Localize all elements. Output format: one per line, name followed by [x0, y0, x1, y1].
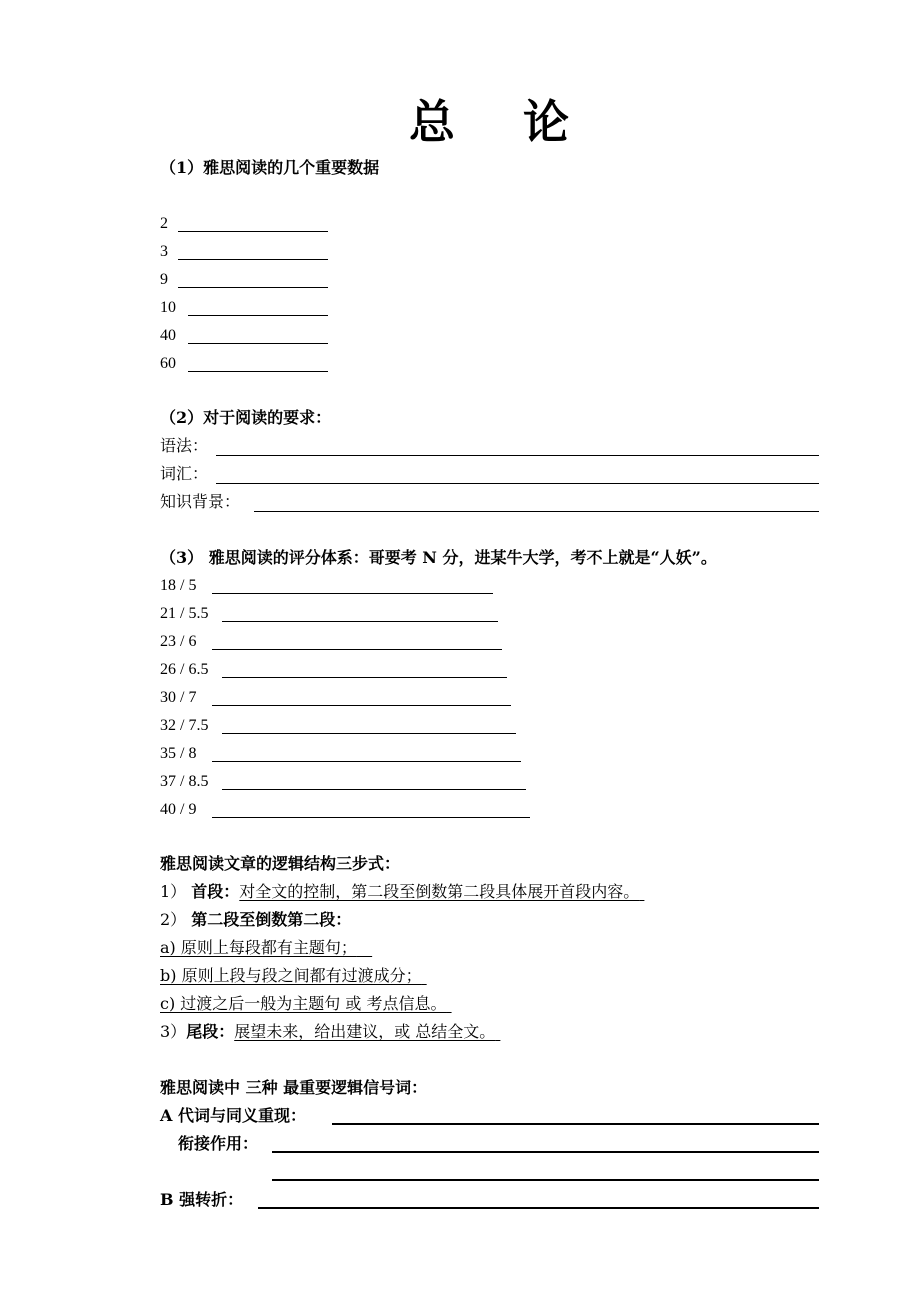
score-item: 18 / 5	[160, 577, 197, 594]
blank-line[interactable]	[222, 621, 498, 622]
logic-heading: 雅思阅读文章的逻辑结构三步式：	[160, 854, 401, 873]
section2-heading: （2）对于阅读的要求：	[160, 408, 332, 427]
blank-line[interactable]	[178, 259, 328, 260]
logic-item-num: 2）	[160, 910, 187, 929]
signal-heading: 雅思阅读中 三种 最重要逻辑信号词：	[160, 1078, 428, 1097]
score-item: 26 / 6.5	[160, 661, 209, 678]
logic-item-3	[160, 1022, 500, 1042]
score-item: 40 / 9	[160, 801, 197, 818]
blank-line[interactable]	[178, 287, 328, 288]
page-title-right: 论	[523, 95, 569, 149]
data-item: 3	[160, 243, 168, 260]
logic-item-text: 对全文的控制，第二段至倒数第二段具体展开首段内容。	[239, 882, 640, 901]
blank-line[interactable]	[272, 1179, 819, 1181]
score-item: 35 / 8	[160, 745, 197, 762]
blank-line[interactable]	[212, 817, 530, 818]
signal-a-sub: 衔接作用：	[178, 1134, 259, 1153]
logic-sub-c: c) 过渡之后一般为主题句 或 考点信息。	[160, 994, 447, 1013]
blank-line[interactable]	[212, 761, 521, 762]
logic-item-1	[160, 882, 644, 902]
blank-line[interactable]	[222, 789, 526, 790]
score-item: 30 / 7	[160, 689, 197, 706]
blank-line[interactable]	[212, 593, 493, 594]
page-title-left: 总	[409, 95, 455, 149]
data-item: 2	[160, 215, 168, 232]
blank-line[interactable]	[216, 483, 819, 484]
blank-line[interactable]	[212, 705, 511, 706]
blank-line[interactable]	[222, 677, 507, 678]
score-item: 21 / 5.5	[160, 605, 209, 622]
blank-line[interactable]	[254, 511, 819, 512]
logic-item-label: 首段：	[191, 882, 240, 901]
requirement-label: 知识背景：	[160, 492, 241, 511]
blank-line[interactable]	[258, 1207, 819, 1209]
section3-heading: （3） 雅思阅读的评分体系：哥要考 N 分，进某牛大学，考不上就是“人妖”。	[160, 548, 717, 567]
score-item: 23 / 6	[160, 633, 197, 650]
logic-sub-a: a) 原则上每段都有主题句；	[160, 938, 357, 957]
section1-heading: （1）雅思阅读的几个重要数据	[160, 158, 380, 177]
blank-line[interactable]	[188, 343, 328, 344]
logic-sub-b: b) 原则上段与段之间都有过渡成分；	[160, 966, 422, 985]
requirement-label: 词汇：	[160, 464, 209, 483]
data-item: 60	[160, 355, 176, 372]
logic-item-label: 第二段至倒数第二段：	[191, 910, 352, 929]
logic-item-num: 3）	[160, 1022, 187, 1041]
score-item: 32 / 7.5	[160, 717, 209, 734]
blank-line[interactable]	[178, 231, 328, 232]
data-item: 10	[160, 299, 176, 316]
score-item: 37 / 8.5	[160, 773, 209, 790]
logic-item-text: 展望未来，给出建议，或 总结全文。	[234, 1022, 496, 1041]
blank-line[interactable]	[212, 649, 502, 650]
logic-item-num: 1）	[160, 882, 187, 901]
requirement-label: 语法：	[160, 436, 209, 455]
logic-item-label: 尾段：	[186, 1022, 235, 1041]
blank-line[interactable]	[188, 315, 328, 316]
data-item: 9	[160, 271, 168, 288]
logic-item-2	[160, 910, 351, 930]
blank-line[interactable]	[216, 455, 819, 456]
blank-line[interactable]	[188, 371, 328, 372]
data-item: 40	[160, 327, 176, 344]
signal-b-label: B 强转折：	[160, 1190, 244, 1209]
blank-line[interactable]	[272, 1151, 819, 1153]
blank-line[interactable]	[222, 733, 516, 734]
signal-a-label: A 代词与同义重现：	[160, 1106, 306, 1125]
blank-line[interactable]	[332, 1123, 819, 1125]
